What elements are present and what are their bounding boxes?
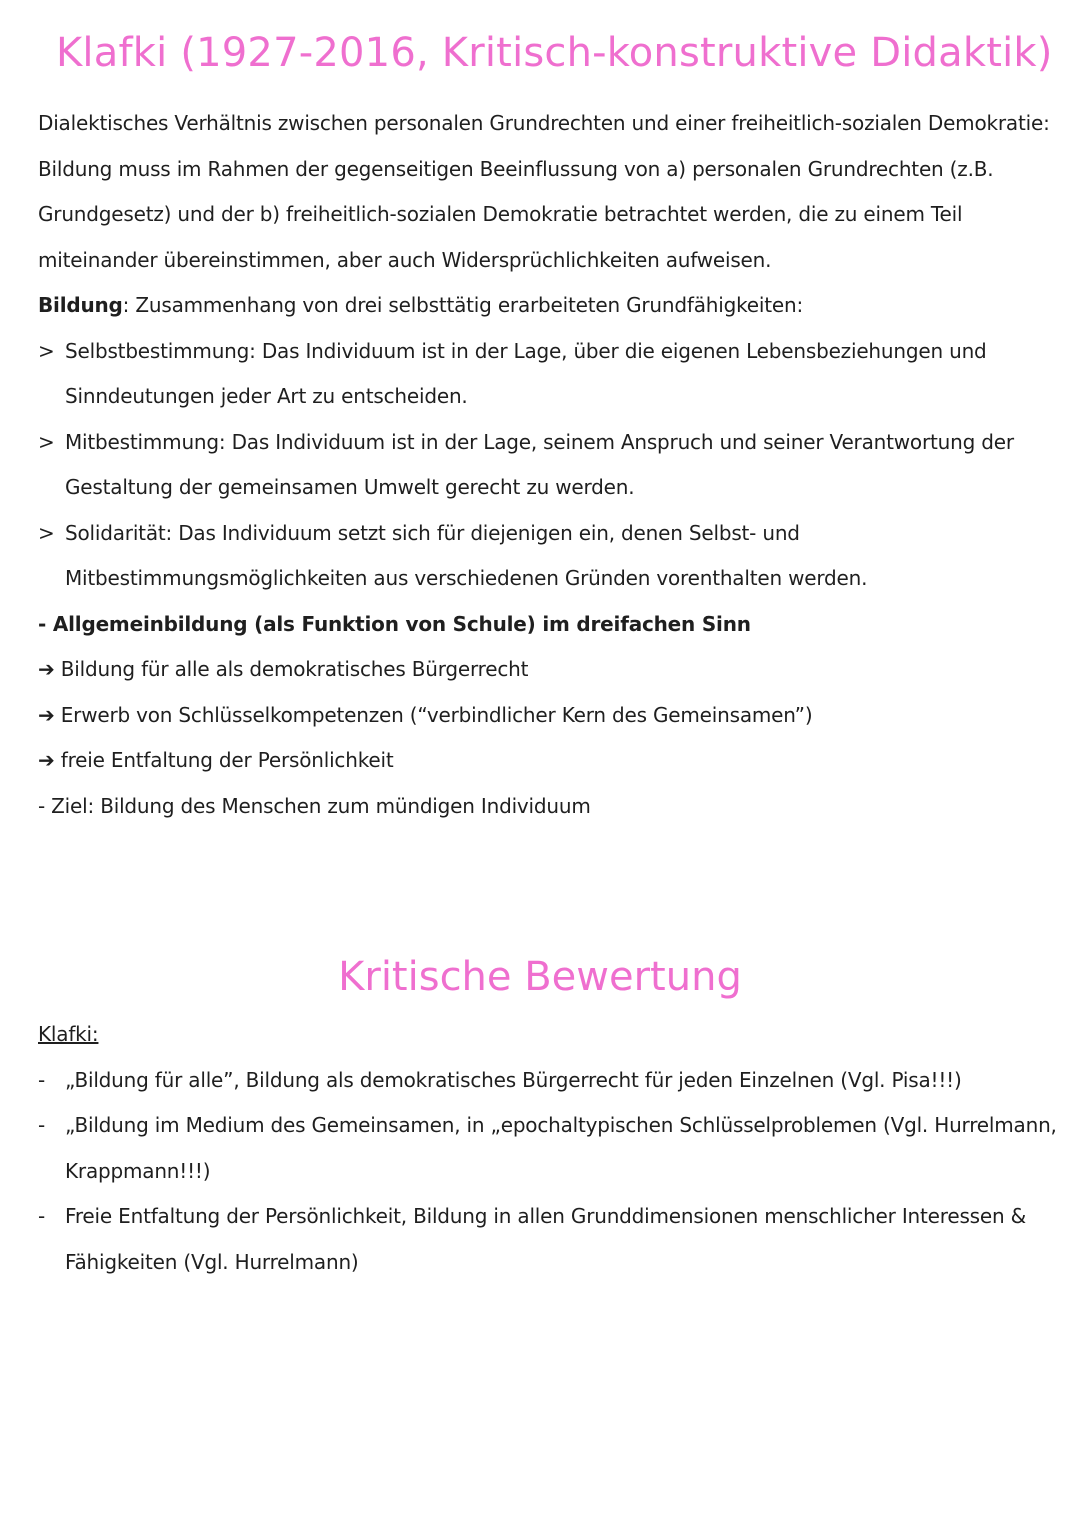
list-item-kritik: [38, 1058, 1068, 1104]
page-title: Klafki (1927-2016, Kritisch-konstruktive Didaktik): [56, 30, 1053, 76]
bildung-line: [38, 283, 1068, 329]
kritik-content: [38, 1012, 1068, 1285]
list-item-kritik: [38, 1103, 1068, 1194]
arrow-icon: ➔: [38, 702, 55, 727]
intro-paragraph: Dialektisches Verhältnis zwischen personalen Grundrechten und einer freiheitlich-sozialen Demokratie: Bildung muss im Rahmen der gegenseitigen Beeinflussung von a) personalen Grundrechten (z.B. Grundgesetz) und der b) freiheitlich-sozialen Demokratie betrachtet werden, die zu einem Teil miteinander übereinstimmen, aber auch Widersprüchlichkeiten aufweisen.: [38, 111, 1050, 272]
list-item-sinn: [38, 647, 1068, 693]
list-item-mitbestimmung: [38, 420, 1068, 511]
sinn-list: [38, 647, 1068, 784]
arrow-icon: ➔: [38, 657, 55, 681]
list-item-text: Solidarität: Das Individuum setzt sich für diejenigen ein, denen Selbst- und Mitbestimmungsmöglichkeiten aus verschiedenen Gründen vorenthalten werden.: [65, 520, 868, 590]
section-heading-kritik: Kritische Bewertung: [338, 954, 742, 1000]
dash-marker: -: [38, 1113, 46, 1137]
allgemeinbildung-heading: [38, 602, 1068, 648]
list-item-kritik: [38, 1194, 1068, 1285]
dash-marker: -: [38, 1204, 46, 1228]
list-item-text: „Bildung für alle”, Bildung als demokratisches Bürgerrecht für jeden Einzelnen (Vgl. Pisa!!!): [65, 1067, 962, 1092]
list-item-text: Mitbestimmung: Das Individuum ist in der Lage, seinem Anspruch und seiner Verantwortung der Gestaltung der gemeinsamen Umwelt gerecht zu werden.: [65, 429, 1014, 499]
list-item-text: Bildung für alle als demokratisches Bürgerrecht: [60, 657, 529, 681]
list-item-text: freie Entfaltung der Persönlichkeit: [60, 748, 394, 772]
faehigkeiten-list: [38, 329, 1068, 602]
bildung-label: Bildung: [38, 293, 123, 317]
list-item-text: „Bildung im Medium des Gemeinsamen, in „epochaltypischen Schlüsselproblemen (Vgl. Hurrelmann, Krappmann!!!): [65, 1113, 1057, 1183]
list-item-selbstbestimmung: [38, 329, 1068, 420]
kritik-subheading: Klafki:: [38, 1022, 99, 1046]
dash-marker: -: [38, 1067, 46, 1092]
list-item-text: Selbstbestimmung: Das Individuum ist in der Lage, über die eigenen Lebensbeziehungen und Sinndeutungen jeder Art zu entscheiden.: [65, 338, 987, 408]
allgemeinbildung-text: - Allgemeinbildung (als Funktion von Schule) im dreifachen Sinn: [38, 611, 751, 636]
bullet-marker: >: [38, 338, 55, 363]
list-item-solidaritaet: [38, 511, 1068, 602]
list-item-sinn: [38, 693, 1068, 739]
list-item-sinn: [38, 738, 1068, 784]
main-content: [38, 101, 1068, 829]
bullet-marker: >: [38, 429, 55, 454]
kritik-list: [38, 1058, 1068, 1286]
list-item-text: Freie Entfaltung der Persönlichkeit, Bildung in allen Grunddimensionen menschlicher Interessen & Fähigkeiten (Vgl. Hurrelmann): [65, 1204, 1027, 1274]
bildung-text: : Zusammenhang von drei selbsttätig erarbeiteten Grundfähigkeiten:: [122, 293, 803, 317]
ziel-line: - Ziel: Bildung des Menschen zum mündigen Individuum: [38, 793, 591, 818]
list-item-text: Erwerb von Schlüsselkompetenzen (“verbindlicher Kern des Gemeinsamen”): [60, 702, 813, 727]
bullet-marker: >: [38, 520, 55, 545]
arrow-icon: ➔: [38, 748, 55, 772]
